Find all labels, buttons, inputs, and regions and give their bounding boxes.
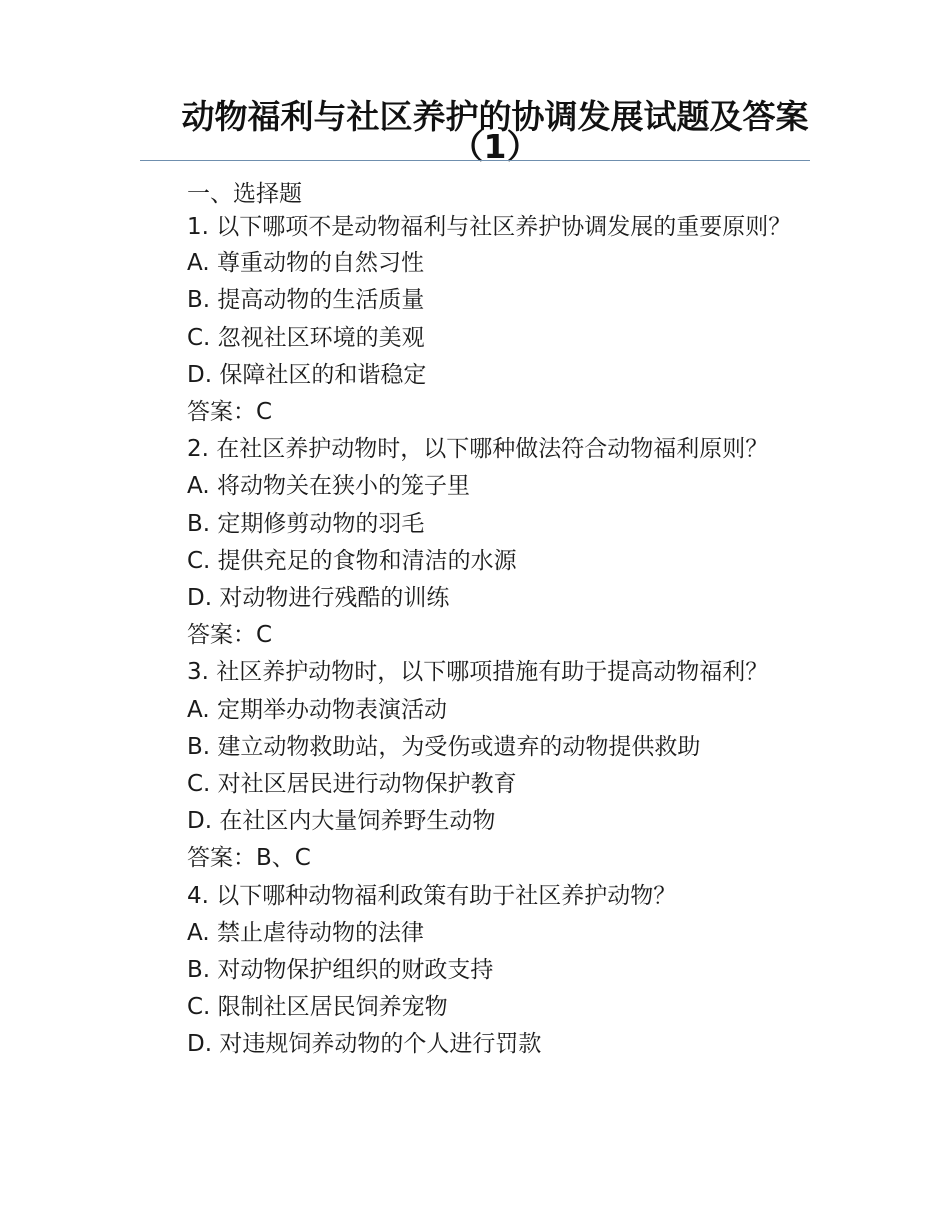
document-title: 动物福利与社区养护的协调发展试题及答案（1） [181, 97, 809, 166]
option: B. 定期修剪动物的羽毛 [187, 510, 425, 537]
section-heading: 一、选择题 [187, 181, 302, 207]
option: A. 尊重动物的自然习性 [187, 250, 424, 277]
answer: 答案：B、C [187, 845, 311, 872]
option: D. 对违规饲养动物的个人进行罚款 [187, 1031, 542, 1058]
title-divider [140, 160, 810, 161]
question-stem: 4. 以下哪种动物福利政策有助于社区养护动物？ [187, 882, 677, 909]
answer: 答案：C [187, 399, 273, 426]
document-body [140, 176, 810, 1064]
answer: 答案：C [187, 622, 273, 649]
question-stem: 2. 在社区养护动物时，以下哪种做法符合动物福利原则？ [187, 436, 769, 463]
option: D. 对动物进行残酷的训练 [187, 585, 450, 612]
option: B. 建立动物救助站，为受伤或遗弃的动物提供救助 [187, 733, 701, 760]
option: D. 在社区内大量饲养野生动物 [187, 808, 496, 835]
option: C. 忽视社区环境的美观 [187, 324, 425, 351]
option: A. 禁止虐待动物的法律 [187, 919, 424, 946]
option: C. 提供充足的食物和清洁的水源 [187, 547, 517, 574]
option: D. 保障社区的和谐稳定 [187, 361, 427, 388]
option: C. 对社区居民进行动物保护教育 [187, 771, 517, 798]
option: A. 定期举办动物表演活动 [187, 696, 447, 723]
question-stem: 1. 以下哪项不是动物福利与社区养护协调发展的重要原则？ [187, 214, 792, 241]
option: B. 对动物保护组织的财政支持 [187, 957, 494, 984]
option: C. 限制社区居民饲养宠物 [187, 994, 448, 1021]
question-stem: 3. 社区养护动物时，以下哪项措施有助于提高动物福利？ [187, 659, 769, 686]
option: B. 提高动物的生活质量 [187, 287, 425, 314]
option: A. 将动物关在狭小的笼子里 [187, 473, 470, 500]
